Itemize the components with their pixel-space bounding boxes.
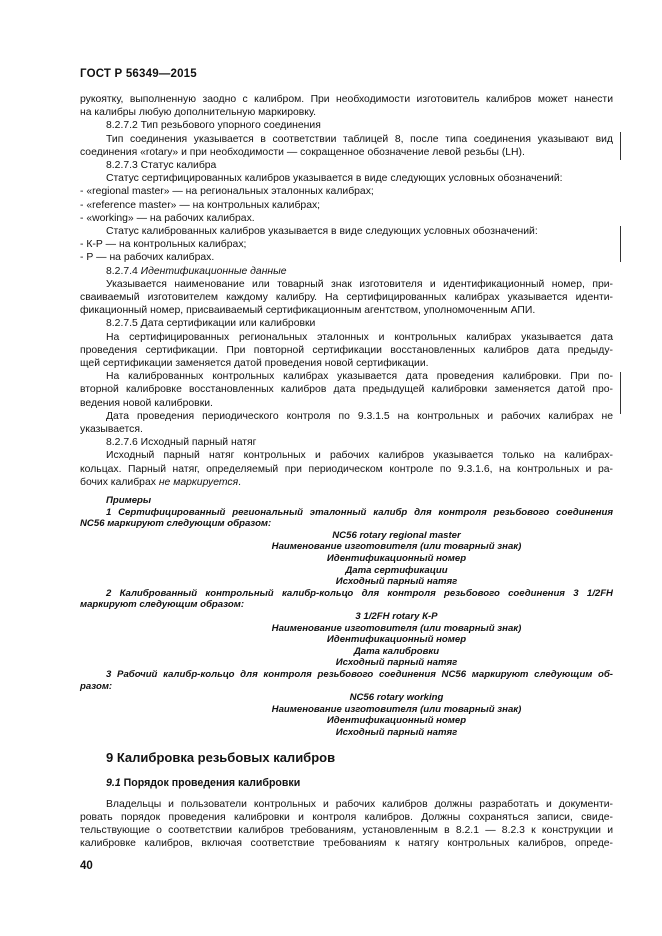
clause-number: 8.2.7.4 — [106, 265, 141, 277]
clause-heading: 8.2.7.3 Статус калибра — [106, 160, 217, 172]
text-line: рукоятку, выполненную заодно с калибром. При необходимости изготовитель калибров может нанести — [80, 94, 613, 105]
text-line: соединения «rotary» и при необходимости — сокращенное обозначение левой резьбы (LH). — [80, 146, 525, 158]
text-line: ведения новой калибровки. — [80, 397, 213, 409]
text-line: тельствующие о соответствии калибров требованиям, установленным в 8.2.1 — 8.2.3 к конструкции и — [80, 824, 613, 836]
section-heading: 9 Калибровка резьбовых калибров — [106, 749, 336, 765]
revision-bar — [620, 226, 621, 262]
text-line — [80, 476, 613, 489]
marking-line: Дата калибровки — [353, 645, 440, 657]
text-line: На сертифицированных региональных эталонных и контрольных калибрах указывается дата — [106, 331, 613, 343]
clause-heading: 8.2.7.2 Тип резьбового упорного соединения — [106, 120, 321, 132]
text-line: Исходный парный натяг контрольных и рабочих калибров указывается только на калибрах- — [106, 450, 613, 462]
text-line: ровать порядок проведения калибровки и контроля калибров. Должны сохраняться записи, свиде- — [80, 811, 613, 823]
clause-title: Идентификационные данные — [140, 265, 287, 277]
text-line: кольцах. Парный натяг, определяемый при периодическом контроле по 9.3.1.6, на контрольных и ра- — [80, 463, 613, 475]
marking-line: Идентификационный номер — [326, 553, 467, 565]
example-text: 2 Калиброванный контрольный калибр-кольцо для контроля резьбового соединения 3 1/2FH — [106, 587, 613, 599]
marking-line: Наименование изготовителя (или товарный знак) — [271, 622, 522, 634]
clause-heading — [80, 265, 613, 278]
marking-line: Наименование изготовителя (или товарный знак) — [271, 703, 522, 715]
text-line: указывается. — [80, 424, 143, 436]
subsection-heading — [80, 776, 613, 790]
standard-header: ГОСТ Р 56349—2015 — [80, 68, 197, 80]
examples-block — [80, 495, 613, 738]
text-line: Указывается наименование или товарный знак изготовителя и идентификационный номер, при- — [106, 278, 613, 290]
text-line: щей сертификации заменяется датой проведения новой сертификации. — [80, 358, 429, 370]
revision-bar — [620, 132, 621, 160]
text-line: Статус калиброванных калибров указывается в виде следующих условных обозначений: — [106, 226, 538, 238]
marking-line: Исходный парный натяг — [335, 576, 458, 588]
list-item: - «working» — на рабочих калибрах. — [80, 212, 255, 224]
example-text: 1 Сертифицированный региональный эталонный калибр для контроля резьбового соединения — [106, 506, 613, 518]
marking-line: NC56 rotary regional master — [332, 529, 461, 541]
text-span: бочих калибрах — [80, 476, 159, 488]
text-line: калибровке калибров, включая соответствие требованиям к натягу контрольных калибров, опреде- — [80, 838, 613, 850]
example-text: NC56 маркируют следующим образом: — [80, 518, 272, 530]
marking-line: 3 1/2FH rotary К-Р — [355, 611, 438, 623]
text-line: фикационный номер, присваиваемый сертификационным агентством, уполномоченным АПИ. — [80, 305, 536, 317]
marking-line: Исходный парный натяг — [335, 657, 458, 669]
page-number: 40 — [80, 860, 93, 872]
clause-heading: 8.2.7.6 Исходный парный натяг — [106, 437, 257, 449]
page-body — [80, 93, 613, 850]
text-span: . — [238, 476, 242, 488]
text-line: сваиваемый изготовителем каждому калибру. На сертифицированных калибрах указывается иденти- — [80, 292, 613, 304]
revision-bar — [620, 372, 621, 414]
marking-line: Наименование изготовителя (или товарный знак) — [271, 541, 522, 553]
text-line: проведения сертификации. При повторной сертификации восстановленных калибров дата предыду- — [80, 344, 613, 356]
marking-line: Идентификационный номер — [326, 715, 467, 727]
example-text: разом: — [80, 680, 113, 692]
examples-title: Примеры — [106, 495, 152, 507]
list-item: - К-Р — на контрольных калибрах; — [80, 239, 247, 251]
text-line: Дата проведения периодического контроля по 9.3.1.5 на контрольных и рабочих калибрах не — [106, 410, 613, 422]
list-item: - «reference master» — на контрольных калибрах; — [80, 199, 321, 211]
text-line: Тип соединения указывается в соответствии таблицей 8, после типа соединения указывают вид — [106, 133, 613, 145]
text-line: Владельцы и пользователи контрольных и рабочих калибров должны разработать и документи- — [106, 798, 613, 810]
text-line: вторной калибровке восстановленных калибров дата предыдущей калибровки заменяется датой про- — [80, 384, 613, 396]
text-line: Статус сертифицированных калибров указывается в виде следующих условных обозначений: — [106, 173, 563, 185]
subsection-title: Порядок проведения калибровки — [120, 776, 301, 789]
subsection-number: 9.1 — [106, 776, 121, 789]
marking-line: Идентификационный номер — [326, 634, 467, 646]
text-line: на калибры любую дополнительную маркировку. — [80, 107, 316, 119]
example-text: маркируют следующим образом: — [80, 599, 245, 611]
marking-line: Дата сертификации — [345, 564, 448, 576]
marking-line: Исходный парный натяг — [335, 726, 458, 738]
marking-line: NC56 rotary working — [349, 692, 444, 704]
list-item: - Р — на рабочих калибрах. — [80, 252, 215, 264]
list-item: - «regional master» — на региональных эталонных калибрах; — [80, 186, 374, 198]
clause-heading: 8.2.7.5 Дата сертификации или калибровки — [106, 318, 316, 330]
text-line: На калиброванных контрольных калибрах указывается дата проведения калибровки. При по- — [106, 371, 613, 383]
emphasis-text: не маркируется — [158, 476, 239, 488]
example-text: 3 Рабочий калибр-кольцо для контроля резьбового соединения NC56 маркируют следующим об- — [106, 669, 613, 680]
